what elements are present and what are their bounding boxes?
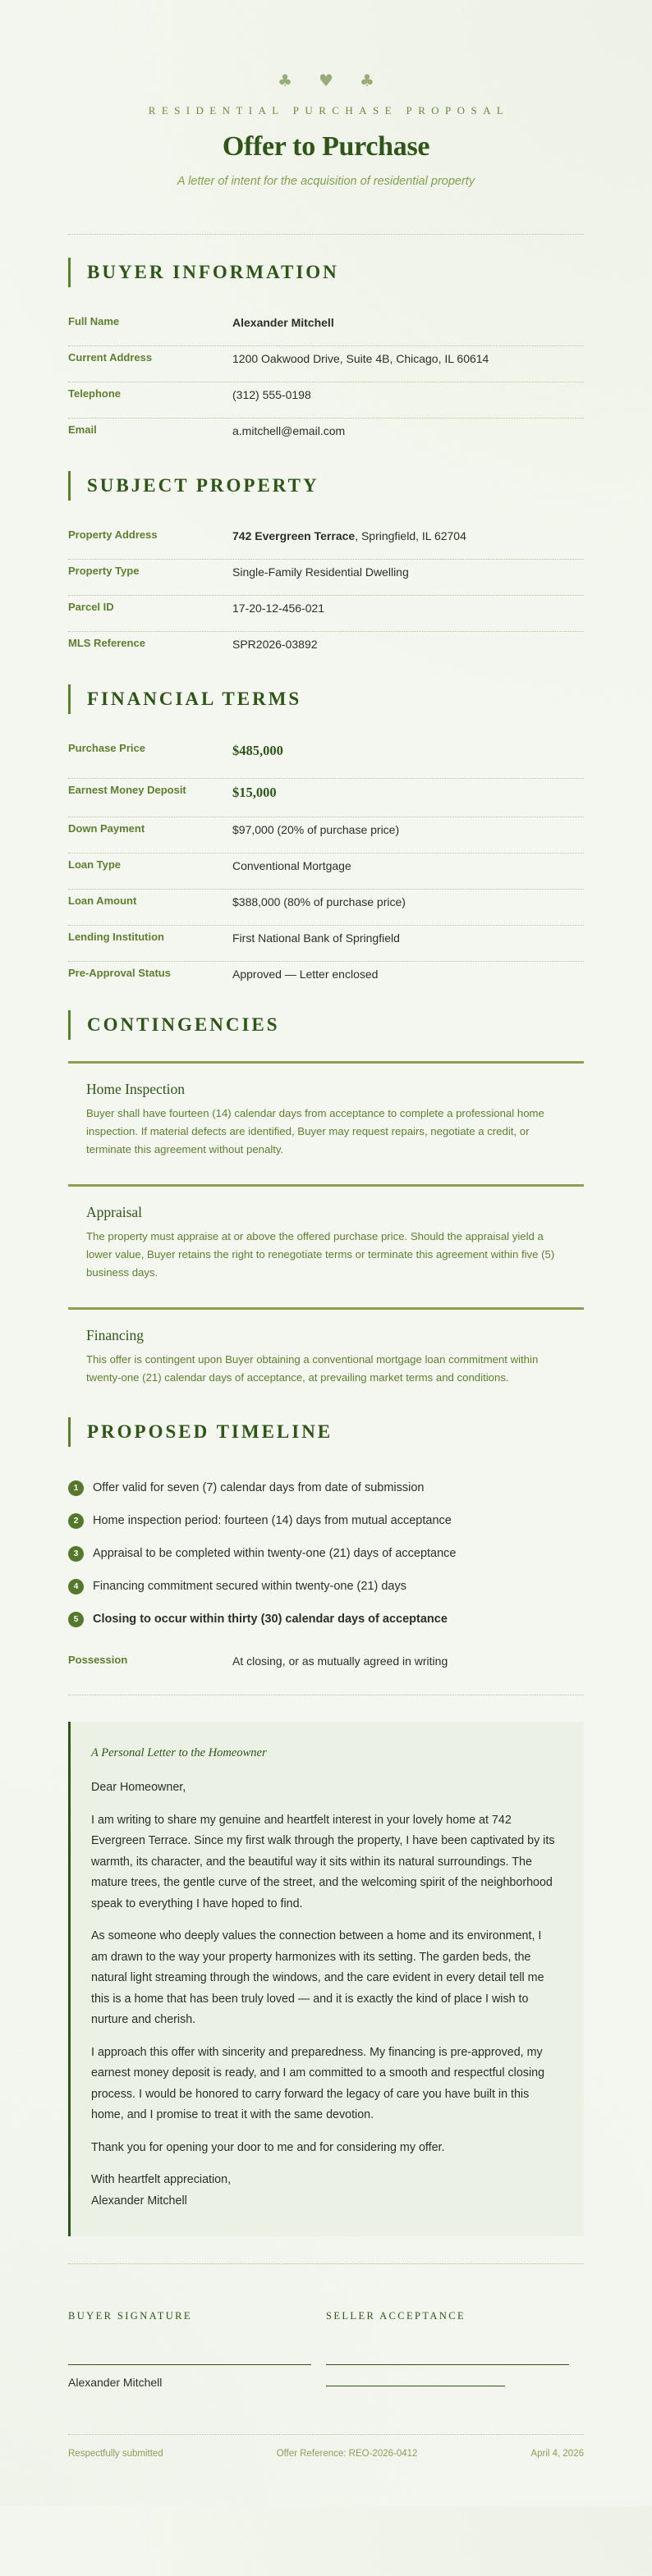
step-number-badge: 5 xyxy=(68,1612,84,1627)
divider xyxy=(68,2434,584,2435)
timeline-item xyxy=(68,1537,584,1570)
club-icon: ♣ xyxy=(359,71,374,90)
detail-label: Lending Institution xyxy=(68,931,164,943)
letter-paragraph: Thank you for opening your door to me and for considering my offer. xyxy=(91,2140,445,2154)
contingencies-section xyxy=(68,1010,584,1389)
timeline-item xyxy=(68,1504,584,1537)
earnest-money-value: $15,000 xyxy=(232,785,277,800)
detail-label: Earnest Money Deposit xyxy=(68,784,186,796)
detail-row-purchase-price xyxy=(68,737,584,779)
letter-paragraph: As someone who deeply values the connection between a home and its environment, I am drawn to the way your property harmonizes with its setting. The garden beds, the natural light streaming through the windows, and the care evident in every detail tell me this is a home that has been truly loved — and it is exactly the kind of place I wish to nurture and cherish. xyxy=(91,1929,544,2026)
detail-value: $388,000 (80% of purchase price) xyxy=(232,895,406,908)
detail-label: Purchase Price xyxy=(68,742,145,754)
detail-label: Current Address xyxy=(68,351,153,364)
detail-label: Property Address xyxy=(68,528,158,541)
city-state-zip: , Springfield, IL 62704 xyxy=(355,529,466,542)
document-eyebrow: RESIDENTIAL PURCHASE PROPOSAL xyxy=(148,104,510,117)
section-heading: PROPOSED TIMELINE xyxy=(68,1417,584,1447)
financial-details xyxy=(68,737,584,998)
purchase-price-value: $485,000 xyxy=(232,743,283,758)
detail-label: MLS Reference xyxy=(68,637,145,649)
buyer-signature-heading: BUYER SIGNATURE xyxy=(68,2310,192,2322)
step-number-badge: 2 xyxy=(68,1513,84,1529)
street-address: 742 Evergreen Terrace xyxy=(232,529,356,542)
letter-heading: A Personal Letter to the Homeowner xyxy=(91,1746,267,1759)
section-heading: SUBJECT PROPERTY xyxy=(68,471,584,501)
section-heading: CONTINGENCIES xyxy=(68,1010,584,1040)
heart-icon: ♥ xyxy=(319,71,333,90)
financial-terms-section xyxy=(68,684,584,998)
detail-row-down-payment xyxy=(68,817,584,853)
detail-row-telephone xyxy=(68,382,584,419)
detail-row-mls-reference xyxy=(68,632,584,668)
step-number-badge: 1 xyxy=(68,1480,84,1496)
timeline-text: Offer valid for seven (7) calendar days from date of submission xyxy=(93,1481,425,1494)
document-footer xyxy=(68,2447,584,2506)
contingency-title: Appraisal xyxy=(86,1204,143,1220)
contingency-text: The property must appraise at or above the offered purchase price. Should the appraisal yield a lower value, Buyer retains the right to renegotiate terms or terminate this agreement within five (5) business days. xyxy=(86,1230,555,1279)
letter-closing: With heartfelt appreciation, xyxy=(91,2173,232,2186)
ornament-row xyxy=(68,71,584,90)
detail-value: Conventional Mortgage xyxy=(232,859,351,872)
seller-signature-line[interactable] xyxy=(326,2364,569,2365)
offer-reference: Offer Reference: REO-2026-0412 xyxy=(276,2449,418,2459)
contingency-card-appraisal xyxy=(68,1184,584,1307)
timeline-text: Closing to occur within thirty (30) calendar days of acceptance xyxy=(93,1613,448,1626)
buyer-information-section xyxy=(68,258,584,455)
seller-acceptance-heading: SELLER ACCEPTANCE xyxy=(326,2310,466,2322)
detail-value: SPR2026-03892 xyxy=(232,638,318,651)
timeline-item xyxy=(68,1570,584,1603)
detail-label: Loan Type xyxy=(68,858,122,871)
detail-label: Loan Amount xyxy=(68,895,137,907)
divider xyxy=(68,2263,584,2264)
offer-date: April 4, 2026 xyxy=(530,2449,584,2459)
detail-label: Down Payment xyxy=(68,822,145,835)
detail-value: Approved — Letter enclosed xyxy=(232,968,379,981)
detail-value: At closing, or as mutually agreed in writing xyxy=(232,1654,448,1668)
detail-row-lending-institution xyxy=(68,926,584,962)
buyer-signature-line[interactable] xyxy=(68,2364,311,2365)
detail-value: $97,000 (20% of purchase price) xyxy=(232,823,400,836)
letter-greeting: Dear Homeowner, xyxy=(91,1781,186,1794)
step-number-badge: 4 xyxy=(68,1579,84,1595)
detail-value: 1200 Oakwood Drive, Suite 4B, Chicago, IL 60614 xyxy=(232,352,489,365)
buyer-details xyxy=(68,310,584,455)
contingency-text: Buyer shall have fourteen (14) calendar days from acceptance to complete a professional home inspection. If material defects are identified, Buyer may request repairs, negotiate a credit, or terminate this agreement without penalty. xyxy=(86,1107,544,1155)
detail-value: (312) 555-0198 xyxy=(232,388,311,401)
buyer-printed-name: Alexander Mitchell xyxy=(68,2376,163,2389)
detail-row-property-address xyxy=(68,524,584,560)
contingency-title: Home Inspection xyxy=(86,1081,186,1097)
letter-paragraph: I approach this offer with sincerity and preparedness. My financing is pre-approved, my earnest money deposit is ready, and I am committed to a smooth and respectful closing process. I would be honored to carry forward the legacy of care you have built in this home, and I promise to treat it with the same devotion. xyxy=(91,2045,545,2121)
detail-row-parcel-id xyxy=(68,596,584,632)
club-icon: ♣ xyxy=(278,71,293,90)
contingency-text: This offer is contingent upon Buyer obtaining a conventional mortgage loan commitment within twenty-one (21) calendar days of acceptance, at prevailing market terms and conditions. xyxy=(86,1353,539,1384)
timeline-item xyxy=(68,1471,584,1504)
subject-property-section xyxy=(68,471,584,668)
page-title: Offer to Purchase xyxy=(222,131,430,162)
detail-row-possession xyxy=(68,1649,584,1685)
timeline-text: Appraisal to be completed within twenty-one (21) days of acceptance xyxy=(93,1547,457,1560)
detail-row-full-name xyxy=(68,310,584,346)
property-details xyxy=(68,524,584,668)
personal-letter xyxy=(68,1722,584,2236)
proposed-timeline-section xyxy=(68,1417,584,1685)
detail-label: Pre-Approval Status xyxy=(68,967,171,979)
contingency-card-financing xyxy=(68,1307,584,1389)
detail-row-earnest-money xyxy=(68,779,584,817)
letter-paragraph: I am writing to share my genuine and heartfelt interest in your lovely home at 742 Evergreen Terrace. Since my first walk through the property, I have been captivated by its warmth, its character, and the beautiful way it sits within its natural surroundings. The mature trees, the gentle curve of the street, and the welcoming spirit of the neighborhood speak to everything I have hoped to find. xyxy=(91,1813,555,1910)
seller-acceptance xyxy=(326,2309,584,2391)
timeline-text: Home inspection period: fourteen (14) days from mutual acceptance xyxy=(93,1514,452,1527)
detail-label: Property Type xyxy=(68,565,140,577)
detail-label: Email xyxy=(68,423,97,436)
timeline-list xyxy=(68,1471,584,1636)
detail-label: Possession xyxy=(68,1654,128,1666)
contingency-card-home-inspection xyxy=(68,1061,584,1184)
email-link[interactable]: a.mitchell@email.com xyxy=(232,424,346,437)
document-header xyxy=(68,0,584,190)
detail-row-current-address xyxy=(68,346,584,382)
detail-label: Parcel ID xyxy=(68,601,114,613)
timeline-item xyxy=(68,1603,584,1636)
divider xyxy=(68,234,584,235)
detail-value xyxy=(232,528,466,544)
section-heading: FINANCIAL TERMS xyxy=(68,684,584,714)
contingency-title: Financing xyxy=(86,1327,144,1343)
detail-value: 17-20-12-456-021 xyxy=(232,602,325,615)
detail-value: First National Bank of Springfield xyxy=(232,931,400,945)
detail-row-property-type xyxy=(68,560,584,596)
detail-row-loan-amount xyxy=(68,890,584,926)
page-subtitle: A letter of intent for the acquisition of residential property xyxy=(177,175,475,188)
footer-submitted: Respectfully submitted xyxy=(68,2449,163,2459)
letter-signature: Alexander Mitchell xyxy=(91,2194,187,2208)
detail-row-pre-approval-status xyxy=(68,962,584,998)
detail-row-loan-type xyxy=(68,853,584,890)
section-heading: BUYER INFORMATION xyxy=(68,258,584,287)
detail-label: Telephone xyxy=(68,387,122,400)
buyer-signature xyxy=(68,2309,326,2391)
signature-block xyxy=(68,2309,584,2391)
step-number-badge: 3 xyxy=(68,1546,84,1562)
detail-row-email xyxy=(68,419,584,455)
contingency-list xyxy=(68,1061,584,1389)
timeline-text: Financing commitment secured within twenty-one (21) days xyxy=(93,1580,406,1593)
detail-value: Alexander Mitchell xyxy=(232,316,334,329)
detail-value: Single-Family Residential Dwelling xyxy=(232,565,409,579)
detail-label: Full Name xyxy=(68,315,120,327)
